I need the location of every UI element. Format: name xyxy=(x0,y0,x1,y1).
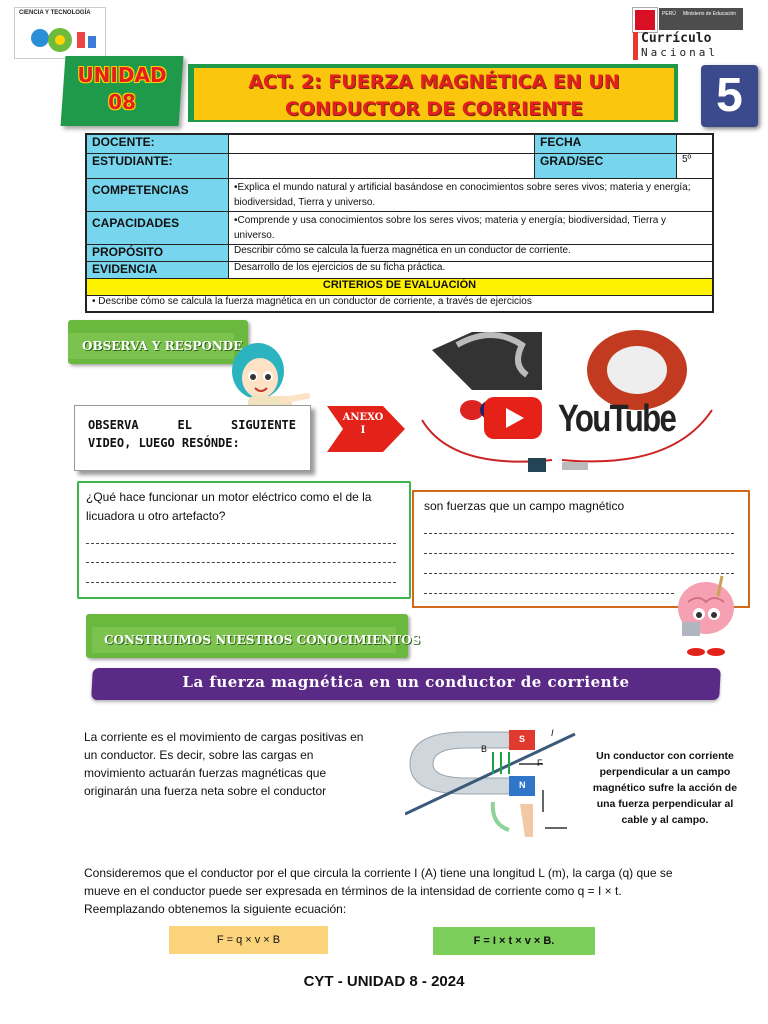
horseshoe-magnet-icon xyxy=(405,712,600,847)
figure-label-b: B xyxy=(481,744,488,754)
evidencia-value: Desarrollo de los ejercicios de su ficha práctica. xyxy=(229,261,714,278)
capacidades-label: CAPACIDADES xyxy=(86,211,229,244)
estudiante-field[interactable] xyxy=(229,153,535,178)
estudiante-label: ESTUDIANTE: xyxy=(86,153,229,178)
paragraph-corriente: La corriente es el movimiento de cargas positivas en un conductor. Es decir, sobre las cargas en movimiento actuarán fuerzas magnéticas que originarán una fuerza neta sobre el conductor xyxy=(84,730,364,798)
docente-label: DOCENTE: xyxy=(86,134,229,153)
fecha-field[interactable] xyxy=(677,134,714,153)
gradsec-label: GRAD/SEC xyxy=(535,153,677,178)
youtube-label: YouTube xyxy=(558,398,676,440)
page-footer: CYT - UNIDAD 8 - 2024 xyxy=(303,973,465,990)
brain-mascot-illustration xyxy=(674,566,736,658)
cyt-logo-text: CIENCIA Y TECNOLOGÍA xyxy=(19,10,91,16)
cyt-logo xyxy=(14,7,106,59)
curriculo-nacional-logo xyxy=(633,8,743,60)
figure-label-i: I xyxy=(551,728,554,738)
equation-1: F = q × v × B xyxy=(169,926,328,954)
docente-field[interactable] xyxy=(229,134,535,153)
fecha-label: FECHA xyxy=(535,134,677,153)
paragraph-ecuacion: Consideremos que el conductor por el que circula la corriente I (A) tiene una longitud L (m), la carga (q) que se mueve en el conductor puede ser expresada en términos de la intensidad de corriente como q = I × t. Reemplazando obtenemos la siguiente ecuación: xyxy=(84,866,673,916)
peru-label: PERÚ xyxy=(662,11,676,17)
capacidades-value: •Comprende y usa conocimientos sobre los seres vivos; materia y energía; biodiversidad, Tierra y universo. xyxy=(229,211,714,244)
topic-title: La fuerza magnética en un conductor de corriente xyxy=(182,673,630,691)
figure-label-f: F xyxy=(537,758,543,768)
question-text: ¿Qué hace funcionar un motor eléctrico como el de la licuadora u otro artefacto? xyxy=(86,490,372,523)
proposito-value: Describir cómo se calcula la fuerza magnética en un conductor de corriente. xyxy=(229,244,714,261)
peru-shield-icon xyxy=(633,8,657,32)
answer-text: son fuerzas que un campo magnético xyxy=(424,499,625,513)
equation-2: F = I × t × v × B. xyxy=(433,927,595,955)
unit-label: UNIDAD 08 xyxy=(77,63,167,114)
figure-caption: Un conductor con corriente perpendicular a un campo magnético sufre la acción de una fuerza perpendicular al cable y al campo. xyxy=(592,750,738,826)
criterios-heading: CRITERIOS DE EVALUACIÓN xyxy=(86,278,713,295)
info-table xyxy=(85,133,714,313)
instruction-line-2: VIDEO, LUEGO RESÓNDE: xyxy=(88,436,240,450)
competencias-value: •Explica el mundo natural y artificial basándose en conocimientos sobre seres vivos; materia y energía; biodiversidad, Tierra y universo. xyxy=(229,178,714,211)
figure-label-n: N xyxy=(519,780,526,790)
observa-banner-text: OBSERVA Y RESPONDE xyxy=(82,339,243,353)
evidencia-label: EVIDENCIA xyxy=(86,261,229,278)
instruction-line-1: OBSERVA EL SIGUIENTE xyxy=(88,418,296,432)
criterios-value: • Describe cómo se calcula la fuerza magnética en un conductor de corriente, a través de ejercicios xyxy=(86,295,713,312)
anexo-link[interactable] xyxy=(327,402,405,456)
nacional-label: Nacional xyxy=(641,46,718,59)
ministry-label: Ministerio de Educación xyxy=(683,11,737,17)
curriculo-label: Currículo xyxy=(641,31,712,46)
video-thumbnail[interactable] xyxy=(412,320,722,480)
activity-title: ACT. 2: FUERZA MAGNÉTICA EN UN CONDUCTOR DE CORRIENTE xyxy=(248,71,620,120)
magnet-figure xyxy=(405,712,600,847)
gradsec-field[interactable]: 5º xyxy=(677,153,714,178)
girl-pointing-illustration xyxy=(228,338,310,412)
proposito-label: PROPÓSITO xyxy=(86,244,229,261)
anexo-number: I xyxy=(360,425,366,436)
construimos-banner-text: CONSTRUIMOS NUESTROS CONOCIMIENTOS xyxy=(104,633,421,647)
science-icon xyxy=(15,8,105,58)
figure-label-s: S xyxy=(519,734,526,744)
anexo-label: ANEXO xyxy=(342,412,384,423)
competencias-label: COMPETENCIAS xyxy=(86,178,229,211)
grade-number: 5 xyxy=(716,69,743,122)
